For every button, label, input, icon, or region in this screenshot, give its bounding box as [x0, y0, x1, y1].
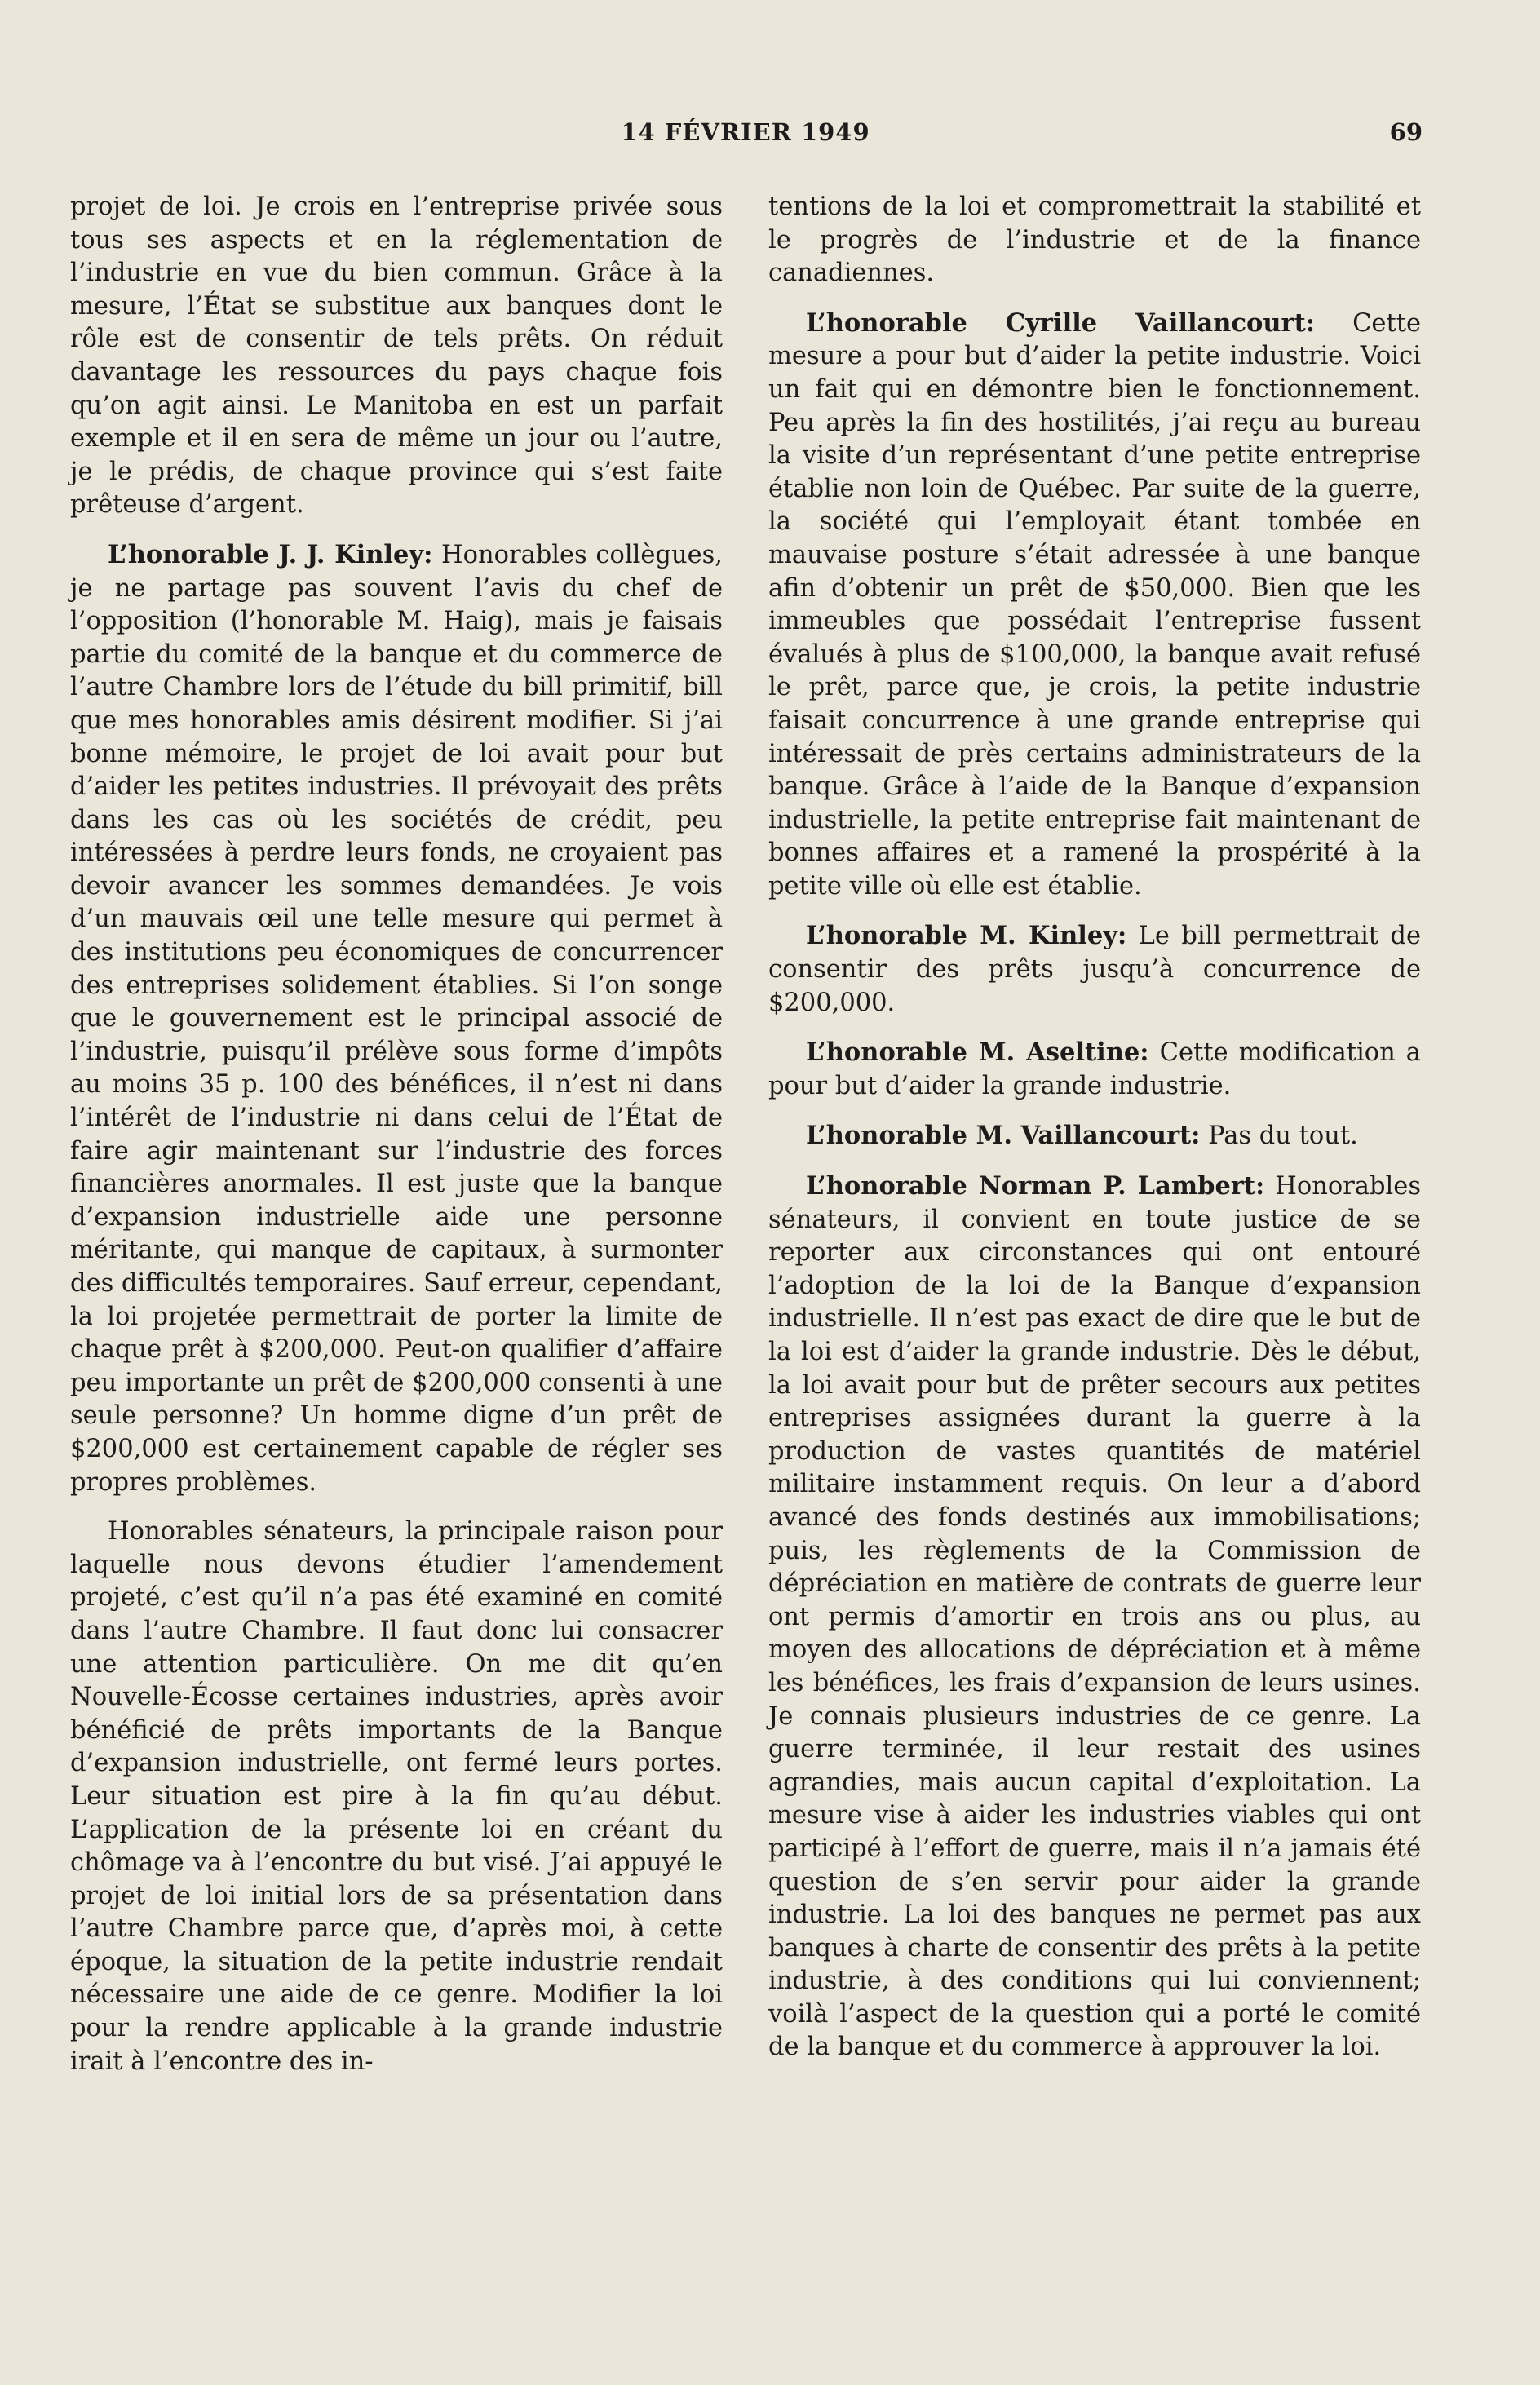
paragraph-text: Pas du tout. [1208, 1122, 1358, 1151]
paragraph [768, 1036, 1421, 1103]
paragraph [70, 191, 723, 522]
paragraph [70, 1516, 723, 2078]
speaker-name: L’honorable M. Kinley: [806, 921, 1127, 951]
paragraph [768, 919, 1421, 1020]
paragraph [768, 1119, 1421, 1153]
paragraph-text: Cette modification a pour but d’aider la grande industrie. [768, 1038, 1421, 1100]
paragraph-text: tentions de la loi et compromettrait la stabilité et le progrès de l’industrie et de la finance canadiennes. [768, 192, 1421, 288]
paragraph [768, 191, 1421, 290]
page-number: 69 [1389, 118, 1423, 146]
header-date: 14 FÉVRIER 1949 [621, 118, 870, 146]
paragraph-text: Honorables sénateurs, la principale raison pour laquelle nous devons étudier l’amendement projeté, c’est qu’il n’a pas été examiné en comité dans l’autre Chambre. Il faut donc lui consacrer une attention particulière. On me dit qu’en Nouvelle-Écosse certaines industries, après avoir bénéficié de prêts importants de la Banque d’expansion industrielle, ont fermé leurs portes. Leur situation est pire à la fin qu’au début. L’application de la présente loi en créant du chômage va à l’encontre du but visé. J’ai appuyé le projet de loi initial lors de sa présentation dans l’autre Chambre parce que, d’après moi, à cette époque, la situation de la petite industrie rendait nécessaire une aide de ce genre. Modifier la loi pour la rendre applicable à la grande industrie irait à l’encontre des in- [70, 1517, 723, 2076]
speaker-name: L’honorable M. Aseltine: [806, 1038, 1149, 1068]
paragraph-text: Cette mesure a pour but d’aider la petite industrie. Voici un fait qui en démontre bien le fonctionnement. Peu après la fin des hostilités, j’ai reçu au bureau la visite d’un représentant d’une petite entreprise établie non loin de Québec. Par suite de la guerre, la société qui l’employait étant tombée en mauvaise posture s’était adressée à une banque afin d’obtenir un prêt de $50,000. Bien que les immeubles que possédait l’entreprise fussent évalués à plus de $100,000, la banque avait refusé le prêt, parce que, je crois, la petite industrie faisait concurrence à une grande entreprise qui intéressait de près certains administrateurs de la banque. Grâce à l’aide de la Banque d’expansion industrielle, la petite entreprise fait maintenant de bonnes affaires et a ramené la prospérité à la petite ville où elle est établie. [768, 308, 1422, 900]
speaker-name: L’honorable J. J. Kinley: [108, 539, 433, 569]
right-column [768, 191, 1421, 2081]
paragraph-text: Honorables collègues, je ne partage pas souvent l’avis du chef de l’opposition (l’honorable M. Haig), mais je faisais partie du comité de la banque et du commerce de l’autre Chambre lors de l’étude du bill primitif, bill que mes honorables amis désirent modifier. Si j’ai bonne mémoire, le projet de loi avait pour but d’aider les petites industries. Il prévoyait des prêts dans les cas où les sociétés de crédit, peu intéressées à perdre leurs fonds, ne croyaient pas devoir avancer les sommes demandées. Je vois d’un mauvais œil une telle mesure qui permet à des institutions peu économiques de concurrencer des entreprises solidement établies. Si l’on songe que le gouvernement est le principal associé de l’industrie, puisqu’il prélève sous forme d’impôts au moins 35 p. 100 des bénéfices, il n’est ni dans l’intérêt de l’industrie ni dans celui de l’État de faire agir maintenant sur l’industrie des forces financières anormales. Il est juste que la banque d’expansion industrielle aide une personne méritante, qui manque de capitaux, à surmonter des difficultés temporaires. Sauf erreur, cependant, la loi projetée permettrait de porter la limite de chaque prêt à $200,000. Peut-on qualifier d’affaire peu importante un prêt de $200,000 consenti à une seule personne? Un homme digne d’un prêt de $200,000 est certainement capable de régler ses propres problèmes. [70, 540, 723, 1497]
paragraph [768, 307, 1421, 904]
running-header [69, 118, 1423, 151]
speaker-name: L’honorable Norman P. Lambert: [806, 1171, 1265, 1201]
paragraph-text: Le bill permettrait de consentir des prêts jusqu’à concurrence de $200,000. [768, 922, 1422, 1017]
paragraph [70, 538, 723, 1499]
paragraph [768, 1170, 1421, 2064]
left-column [70, 191, 723, 2095]
speaker-name: L’honorable M. Vaillancourt: [806, 1121, 1201, 1151]
paragraph-text: projet de loi. Je crois en l’entreprise privée sous tous ses aspects et en la réglementation de l’industrie en vue du bien commun. Grâce à la mesure, l’État se substitue aux banques dont le rôle est de consentir de tels prêts. On réduit davantage les ressources du pays chaque fois qu’on agit ainsi. Le Manitoba en est un parfait exemple et il en sera de même un jour ou l’autre, je le prédis, de chaque province qui s’est faite prêteuse d’argent. [70, 192, 723, 520]
paragraph-text: Honorables sénateurs, il convient en toute justice de se reporter aux circonstances qui ont entouré l’adoption de la loi de la Banque d’expansion industrielle. Il n’est pas exact de dire que le but de la loi est d’aider la grande industrie. Dès le début, la loi avait pour but de prêter secours aux petites entreprises assignées durant la guerre à la production de vastes quantités de matériel militaire instamment requis. On leur a d’abord avancé des fonds destinés aux immobilisations; puis, les règlements de la Commission de dépréciation en matière de contrats de guerre leur ont permis d’amortir en trois ans ou plus, au moyen des allocations de dépréciation et à même les bénéfices, les frais d’expansion de leurs usines. Je connais plusieurs industries de ce genre. La guerre terminée, il leur restait des usines agrandies, mais aucun capital d’exploitation. La mesure vise à aider les industries viables qui ont participé à l’effort de guerre, mais il n’a jamais été question de s’en servir pour aider la grande industrie. La loi des banques ne permet pas aux banques à charte de consentir des prêts à la petite industrie, à des conditions qui lui conviennent; voilà l’aspect de la question qui a porté le comité de la banque et du commerce à approuver la loi. [768, 1172, 1421, 2062]
speaker-name: L’honorable Cyrille Vaillancourt: [806, 308, 1315, 338]
